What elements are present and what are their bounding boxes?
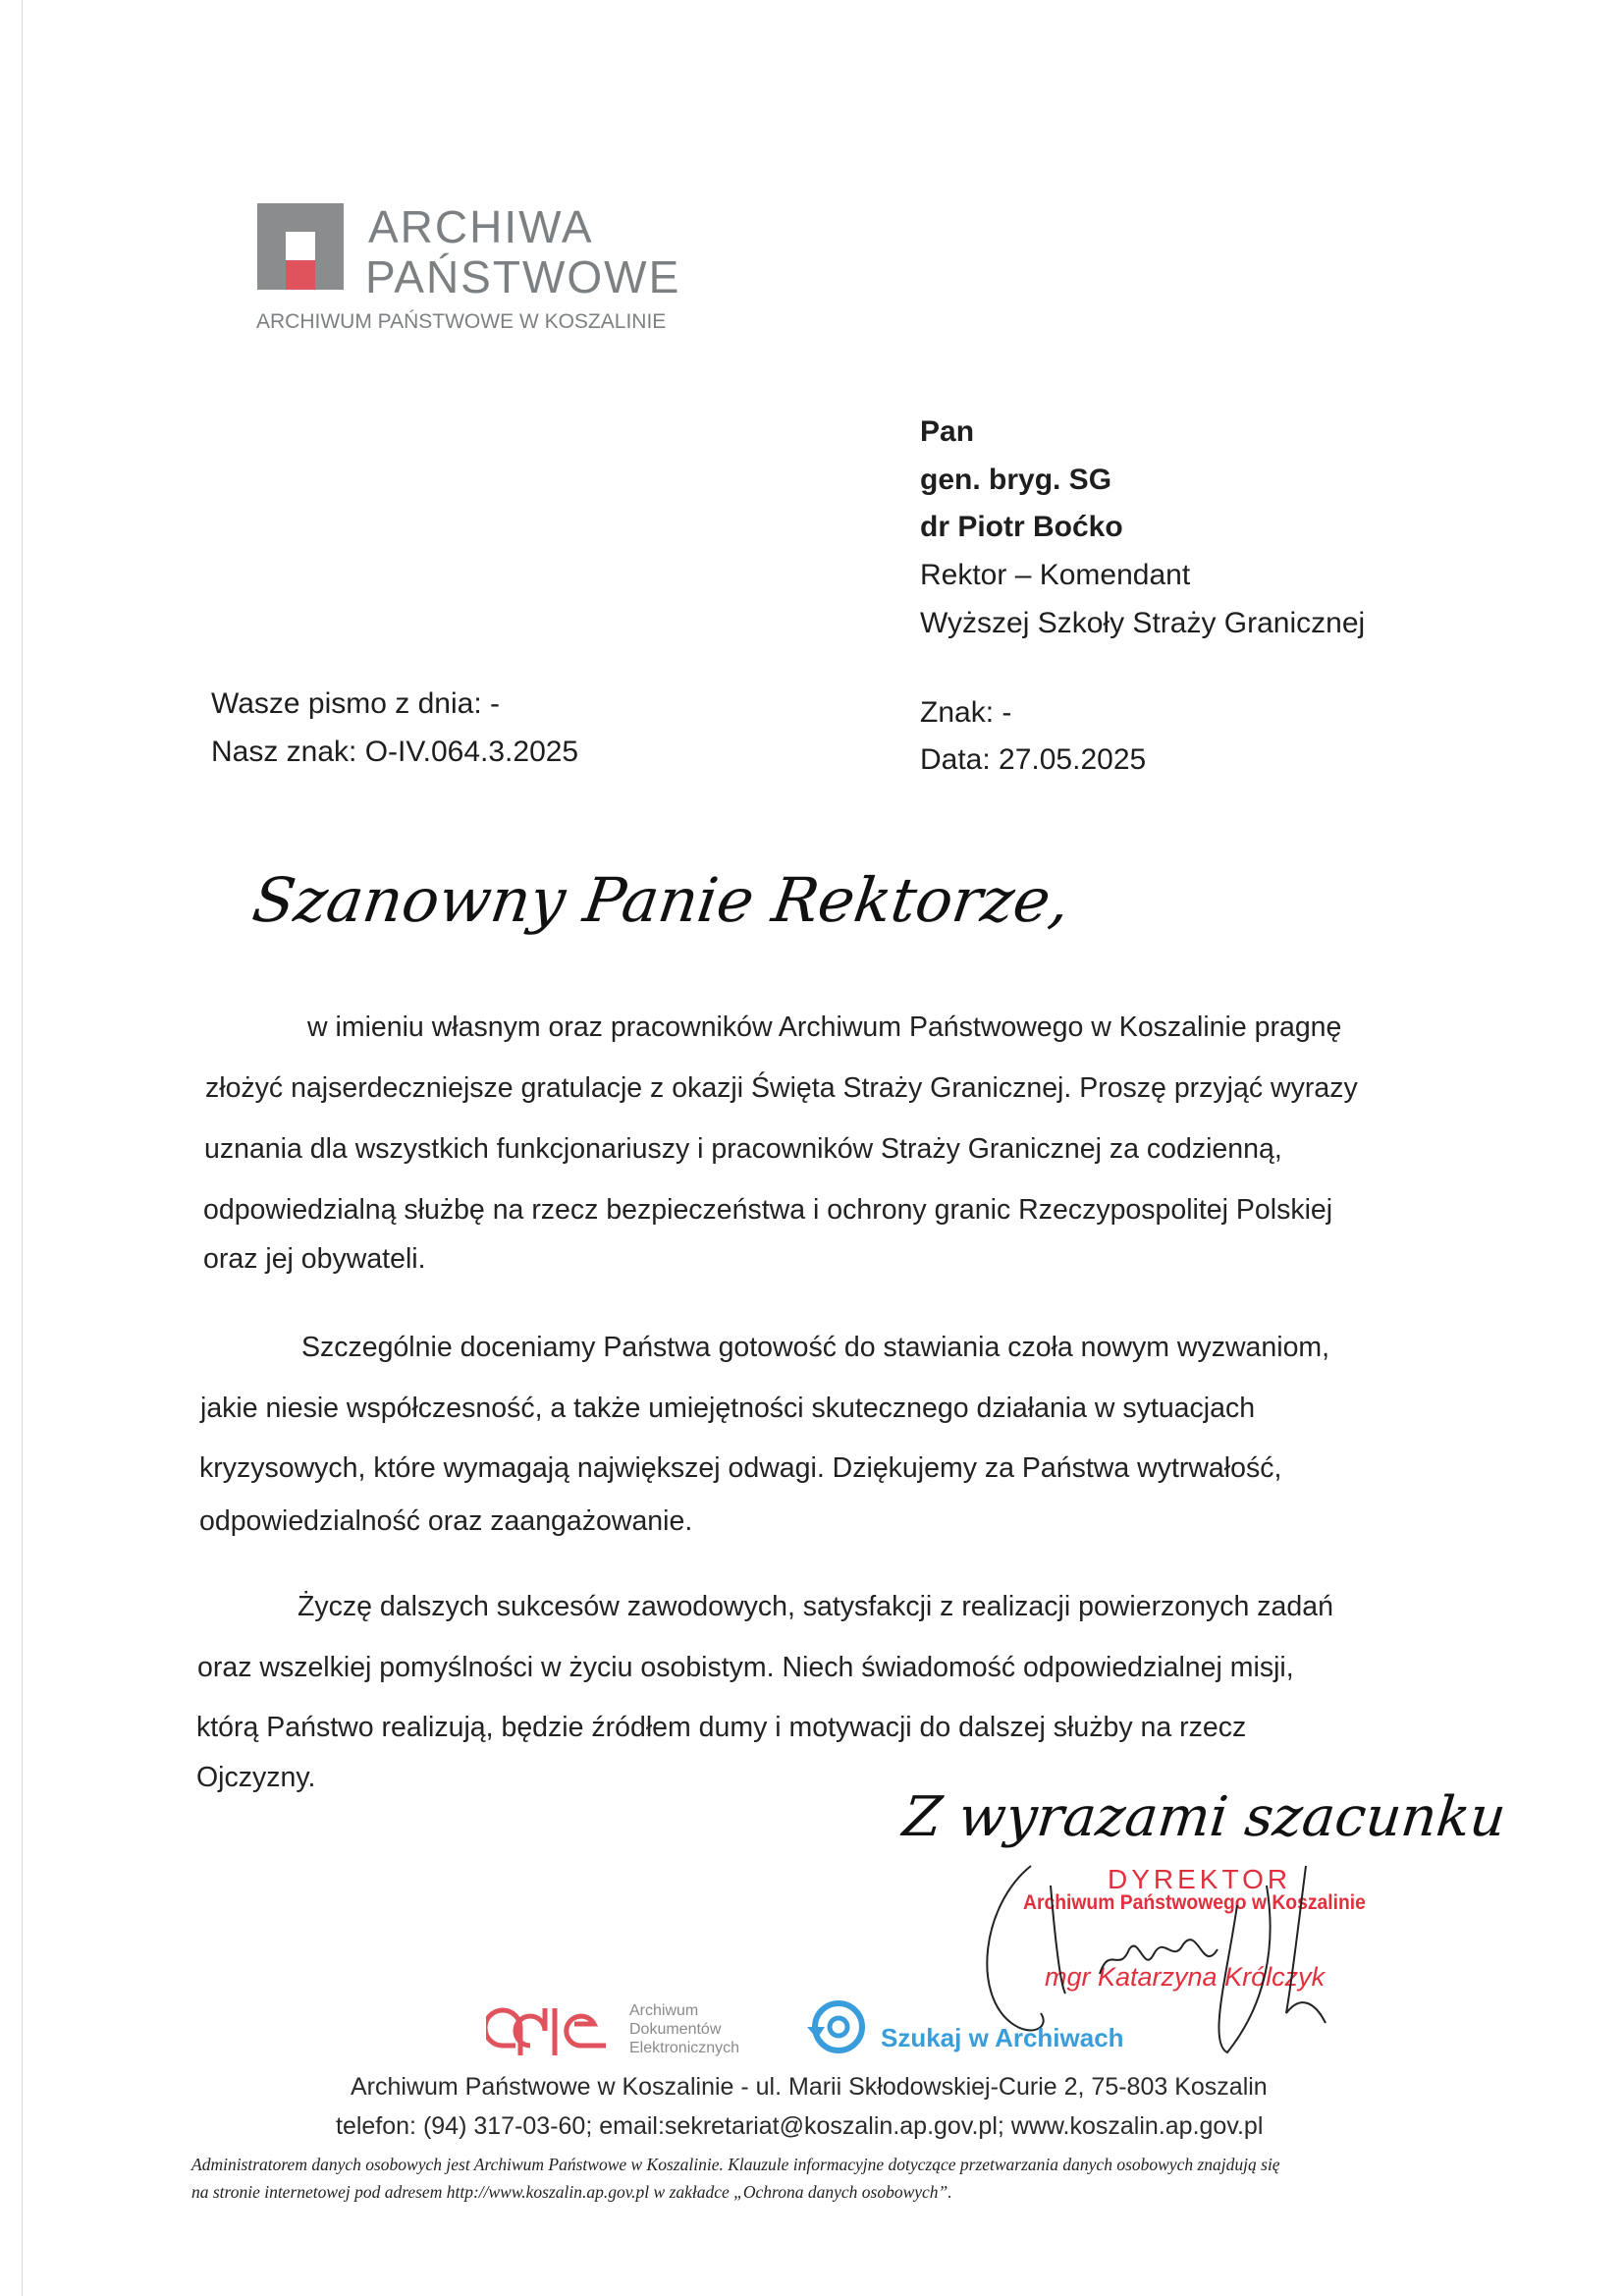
text-line: uznania dla wszystkich funkcjonariuszy i pracowników Straży Granicznej za codzienną, [204, 1133, 1282, 1165]
logo-subtitle: ARCHIWUM PAŃSTWOWE W KOSZALINIE [256, 310, 667, 333]
ade-logo-icon [486, 2006, 609, 2060]
our-reference: Nasz znak: O-IV.064.3.2025 [211, 736, 579, 768]
text-line: Ojczyzny. [196, 1762, 316, 1793]
szukaj-text: Szukaj w Archiwach [881, 2023, 1124, 2052]
footer-address: Archiwum Państwowe w Koszalinie - ul. Marii Skłodowskiej-Curie 2, 75-803 Koszalin [351, 2073, 1268, 2101]
stamp-institution: Archiwum Państwowego w Koszalinie [1023, 1891, 1366, 1914]
text-line: kryzysowych, które wymagają największej odwagi. Dziękujemy za Państwa wytrwałość, [199, 1452, 1282, 1484]
stamp-title: DYREKTOR [1108, 1864, 1292, 1894]
szukaj-logo-icon [805, 1997, 868, 2056]
text-line: Szczególnie doceniamy Państwa gotowość do stawiania czoła nowym wyzwaniom, [301, 1332, 1330, 1363]
footer-contact: telefon: (94) 317-03-60; email:sekretariat@koszalin.ap.gov.pl; www.koszalin.ap.gov.pl [336, 2112, 1264, 2140]
text-line: złożyć najserdeczniejsze gratulacje z okazji Święta Straży Granicznej. Proszę przyjąć wyrazy [205, 1072, 1358, 1104]
recipient-line: dr Piotr Boćko [920, 511, 1123, 543]
recipient-line: Pan [920, 415, 975, 448]
text-line: odpowiedzialność oraz zaangażowanie. [199, 1505, 693, 1537]
text-line: odpowiedzialną służbę na rzecz bezpieczeństwa i ochrony granic Rzeczypospolitej Polskiej [203, 1194, 1333, 1226]
text-line: w imieniu własnym oraz pracowników Archiwum Państwowego w Koszalinie pragnę [307, 1011, 1342, 1043]
handwritten-salutation: Szanowny Panie Rektorze, [247, 864, 1075, 936]
text-line: jakie niesie współczesność, a także umiejętności skutecznego działania w sytuacjach [200, 1393, 1256, 1424]
text-line: oraz jej obywateli. [203, 1243, 426, 1275]
logo-line1: ARCHIWA [368, 201, 594, 252]
reference-sign: Znak: - [920, 696, 1012, 729]
handwritten-closing: Z wyrazami szacunku [899, 1785, 1509, 1849]
disclaimer-line: na stronie internetowej pod adresem http://www.koszalin.ap.gov.pl w zakładce „Ochrona danych osobowych”. [191, 2182, 952, 2202]
archiwa-logo-mark [257, 203, 344, 290]
text-line: Życzę dalszych sukcesów zawodowych, satysfakcji z realizacji powierzonych zadań [298, 1591, 1333, 1622]
ade-text: Archiwum Dokumentów Elektronicznych [629, 2002, 740, 2056]
recipient-line: gen. bryg. SG [920, 464, 1112, 496]
disclaimer-line: Administratorem danych osobowych jest Archiwum Państwowe w Koszalinie. Klauzule informacyjne dotyczące przetwarzania danych osobowych znajdują się [191, 2155, 1280, 2174]
text-line: którą Państwo realizują, będzie źródłem dumy i motywacji do dalszej służby na rzecz [196, 1712, 1247, 1743]
stamp-name: mgr Katarzyna Królczyk [1045, 1962, 1326, 1992]
text-line: oraz wszelkiej pomyślności w życiu osobistym. Niech świadomość odpowiedzialnej misji, [197, 1652, 1294, 1683]
your-letter-date: Wasze pismo z dnia: - [211, 687, 500, 720]
recipient-line: Rektor – Komendant [920, 559, 1191, 591]
recipient-line: Wyższej Szkoły Straży Granicznej [920, 607, 1366, 639]
letter-date: Data: 27.05.2025 [920, 743, 1147, 776]
scan-edge [22, 0, 23, 2296]
logo-line2: PAŃSTWOWE [365, 251, 681, 302]
